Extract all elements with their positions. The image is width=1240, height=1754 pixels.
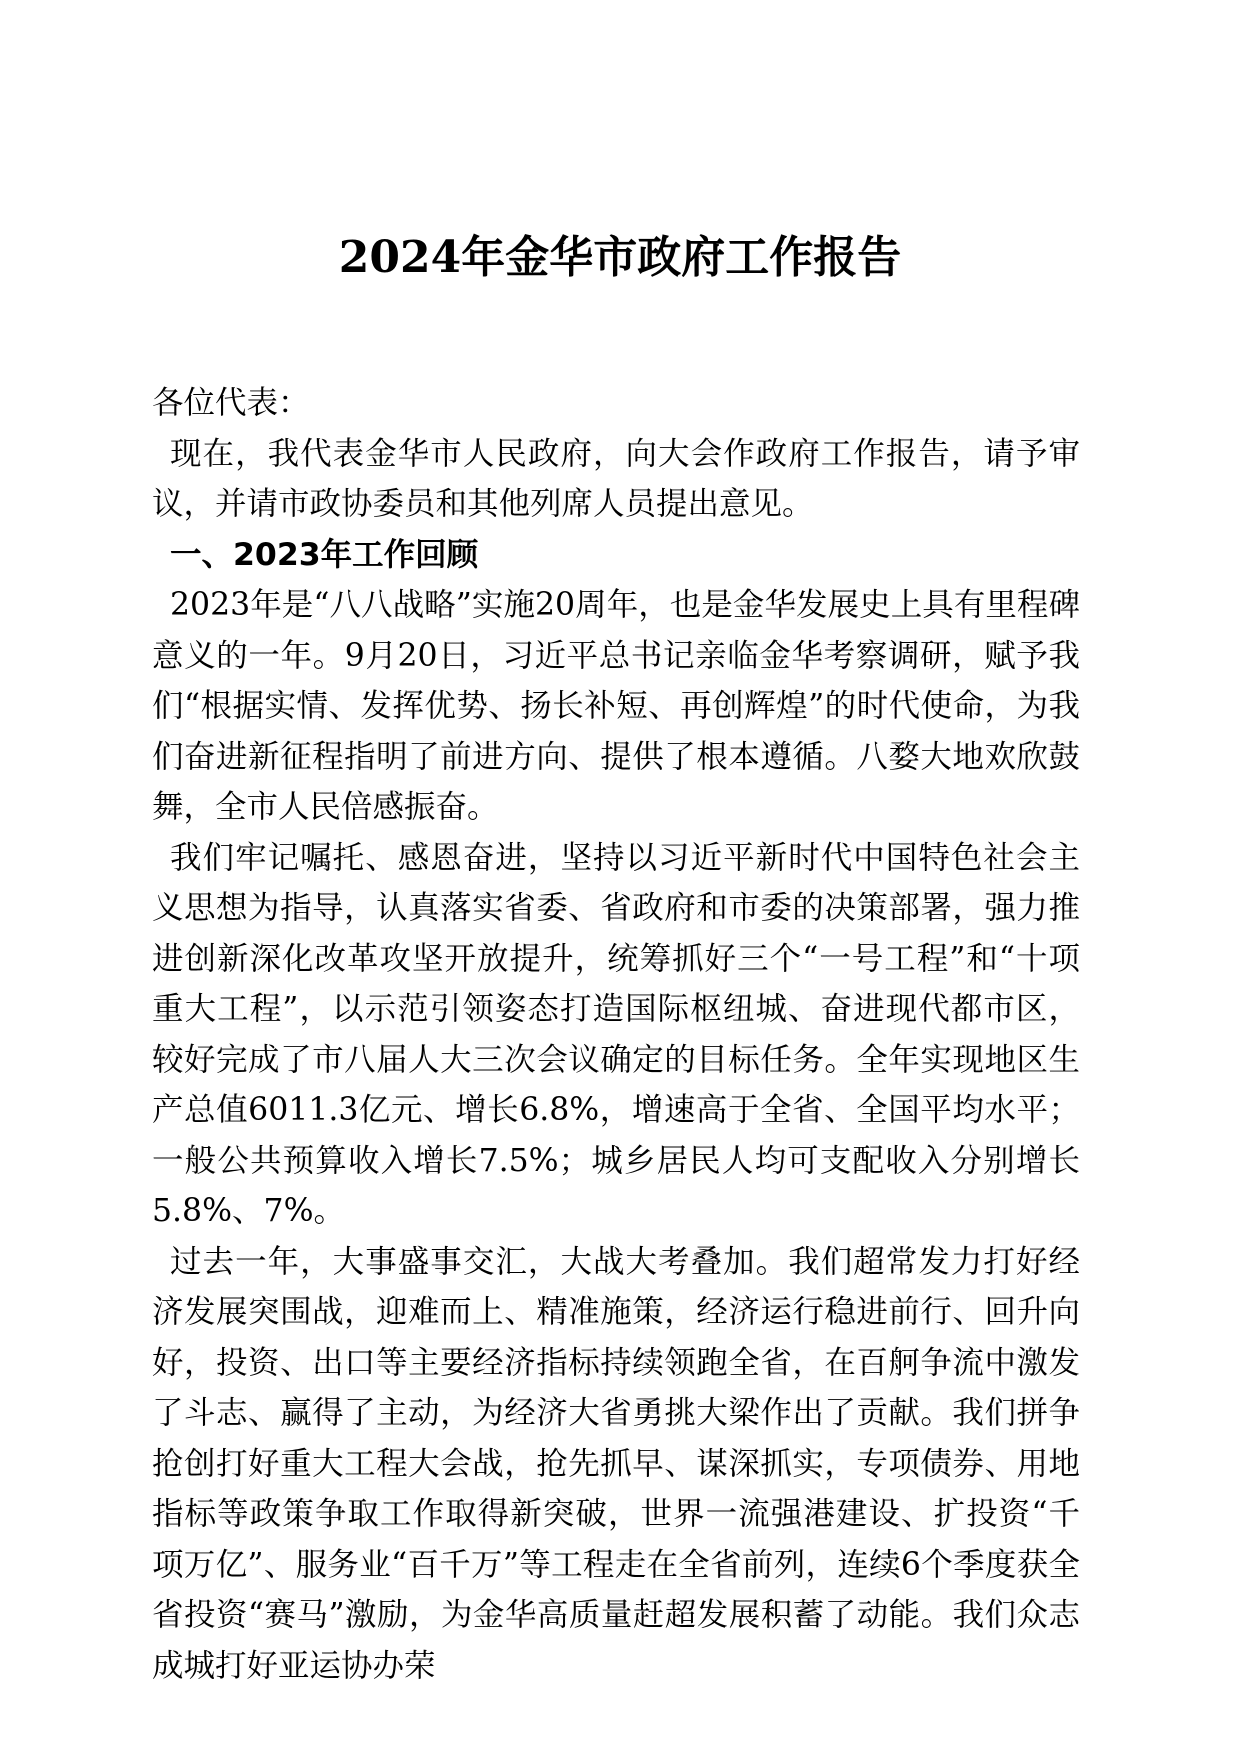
greeting: 各位代表： — [152, 385, 310, 421]
document-body — [152, 378, 1080, 1691]
section-heading: 一、2023年工作回顾 — [170, 536, 479, 573]
body-paragraph: 2023年是“八八战略”实施20周年，也是金华发展史上具有里程碑意义的一年。9月20日，习近平总书记亲临金华考察调研，赋予我们“根据实情、发挥优势、扬长补短、再创辉煌”的时代使命，为我们奋进新征程指明了前进方向、提供了根本遵循。八婺大地欢欣鼓舞，全市人民倍感振奋。 — [152, 587, 1080, 825]
page-title: 2024年金华市政府工作报告 — [338, 232, 902, 283]
body-paragraph: 过去一年，大事盛事交汇，大战大考叠加。我们超常发力打好经济发展突围战，迎难而上、精准施策，经济运行稳进前行、回升向好，投资、出口等主要经济指标持续领跑全省，在百舸争流中激发了斗志、赢得了主动，为经济大省勇挑大梁作出了贡献。我们拼争抢创打好重大工程大会战，抢先抓早、谋深抓实，专项债券、用地指标等政策争取工作取得新突破，世界一流强港建设、扩投资“千项万亿”、服务业“百千万”等工程走在全省前列，连续6个季度获全省投资“赛马”激励，为金华高质量赶超发展积蓄了动能。我们众志成城打好亚运协办荣 — [152, 1243, 1080, 1684]
intro-paragraph: 现在，我代表金华市人民政府，向大会作政府工作报告，请予审议，并请市政协委员和其他列席人员提出意见。 — [152, 435, 1080, 522]
body-paragraph: 我们牢记嘱托、感恩奋进，坚持以习近平新时代中国特色社会主义思想为指导，认真落实省委、省政府和市委的决策部署，强力推进创新深化改革攻坚开放提升，统筹抓好三个“一号工程”和“十项重大工程”，以示范引领姿态打造国际枢纽城、奋进现代都市区，较好完成了市八届人大三次会议确定的目标任务。全年实现地区生产总值6011.3亿元、增长6.8%，增速高于全省、全国平均水平；一般公共预算收入增长7.5%；城乡居民人均可支配收入分别增长5.8%、7%。 — [152, 839, 1080, 1229]
